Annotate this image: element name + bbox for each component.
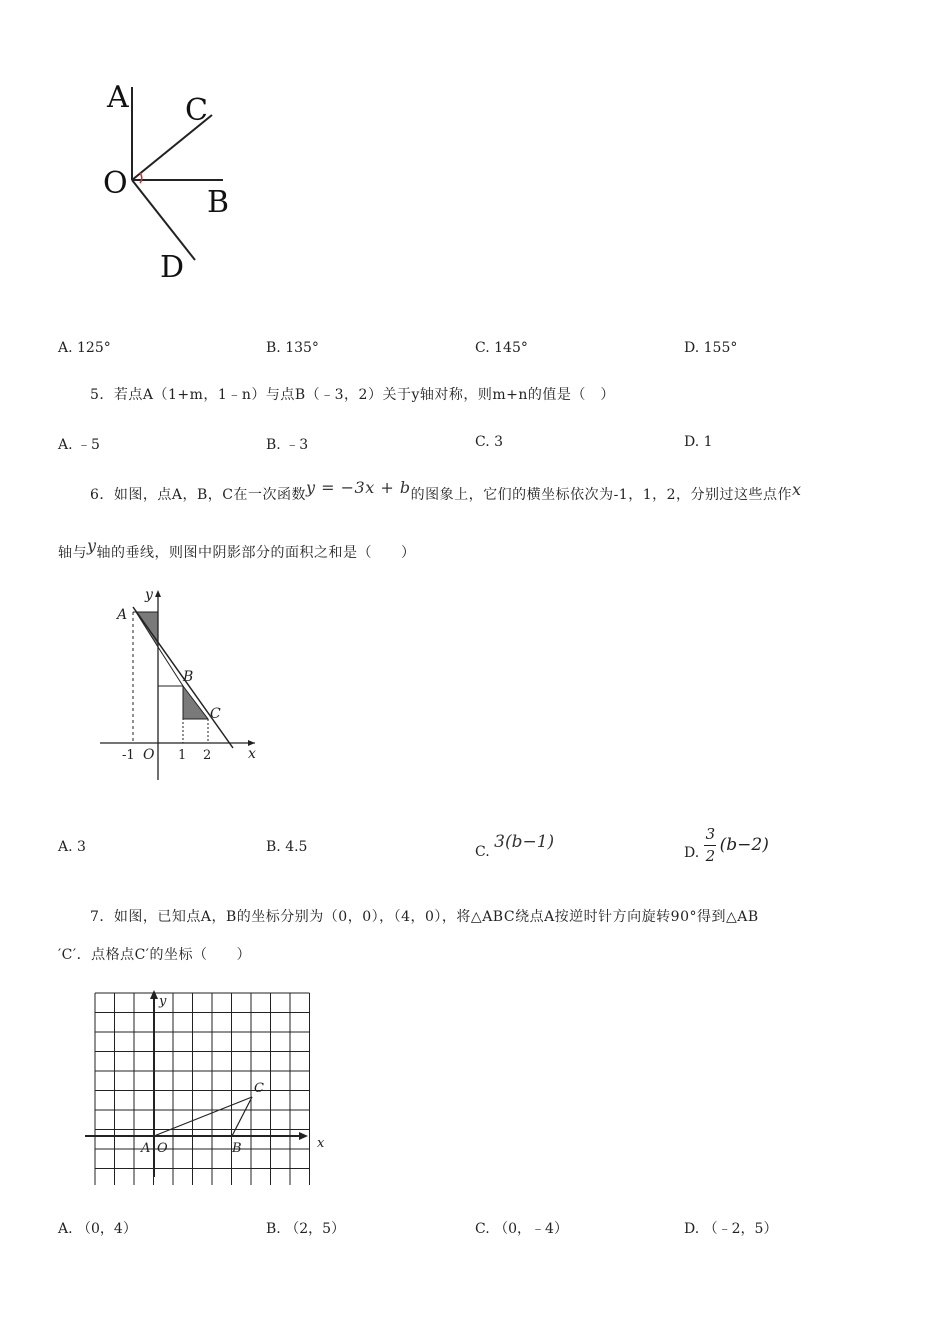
q7-figure	[85, 985, 335, 1185]
q6-fig-b-label: B	[183, 669, 194, 685]
q7-grid	[95, 993, 310, 1185]
q4-option-a[interactable]: A. 125°	[58, 340, 111, 356]
q6-stem-line2: 轴与y轴的垂线，则图中阴影部分的面积之和是（ ）	[58, 536, 416, 561]
angle-figure	[95, 75, 255, 285]
q6-fig-o-label: O	[143, 747, 155, 763]
q6-formula: y = −3x + b	[306, 478, 411, 497]
q6-stem-line1: 6．如图，点A，B，C在一次函数y = −3x + b的图象上，它们的横坐标依次为-1，1，2，分别过这些点作x	[90, 478, 802, 503]
q6-var-x: x	[792, 480, 802, 499]
q6-var-y: y	[87, 536, 97, 555]
q6-figure	[95, 585, 270, 785]
q6-option-c[interactable]: C. 3(b−1)	[475, 832, 555, 860]
label-o: O	[103, 166, 128, 201]
q5-option-b[interactable]: B. ﹣3	[266, 437, 309, 453]
q7-option-a[interactable]: A. （0，4）	[58, 1221, 137, 1237]
label-a: A	[107, 80, 129, 115]
label-c: C	[185, 93, 208, 128]
q6-fig-y-label: y	[145, 587, 153, 603]
label-b: B	[207, 185, 230, 220]
q7-stem-line1: 7．如图，已知点A，B的坐标分别为（0，0），（4，0），将△ABC绕点A按逆时针方向旋转90°得到△AB	[90, 909, 759, 925]
q7-option-c[interactable]: C. （0，﹣4）	[475, 1221, 568, 1237]
q5-option-a[interactable]: A. ﹣5	[58, 437, 100, 453]
q6-fig-a-label: A	[117, 607, 128, 623]
q6-fig-tick-2: 2	[203, 748, 212, 763]
q7-fig-y-label: y	[159, 994, 167, 1009]
q5-stem: 5．若点A（1+m，1﹣n）与点B（﹣3，2）关于y轴对称，则m+n的值是（ ）	[90, 387, 615, 403]
q6-option-a[interactable]: A. 3	[58, 839, 86, 855]
q6-fig-tick-1: 1	[178, 748, 187, 763]
q5-option-c[interactable]: C. 3	[475, 434, 504, 450]
q7-stem-line2: ′C′．点格点C′的坐标（ ）	[58, 947, 251, 963]
q4-option-c[interactable]: C. 145°	[475, 340, 528, 356]
q6-option-b[interactable]: B. 4.5	[266, 839, 308, 855]
fraction-bar	[704, 845, 716, 846]
label-d: D	[160, 250, 185, 285]
q7-fig-x-label: x	[317, 1136, 325, 1151]
q4-option-d[interactable]: D. 155°	[684, 340, 738, 356]
q5-option-d[interactable]: D. 1	[684, 434, 713, 450]
q7-option-b[interactable]: B. （2，5）	[266, 1221, 346, 1237]
q6-fig-c-label: C	[210, 706, 221, 722]
q7-option-d[interactable]: D. （﹣2，5）	[684, 1221, 778, 1237]
q6-fig-x-label: x	[248, 746, 256, 762]
q7-fig-c-label: C	[254, 1081, 264, 1096]
q6-fig-tick-neg1: -1	[122, 748, 135, 763]
q7-fig-b-label: B	[232, 1141, 242, 1156]
q6-option-d[interactable]: D. 3 2 (b−2)	[684, 825, 769, 865]
q7-fig-o-label: O	[157, 1141, 168, 1156]
q4-option-b[interactable]: B. 135°	[266, 340, 319, 356]
q7-fig-a-label: A	[141, 1141, 151, 1156]
